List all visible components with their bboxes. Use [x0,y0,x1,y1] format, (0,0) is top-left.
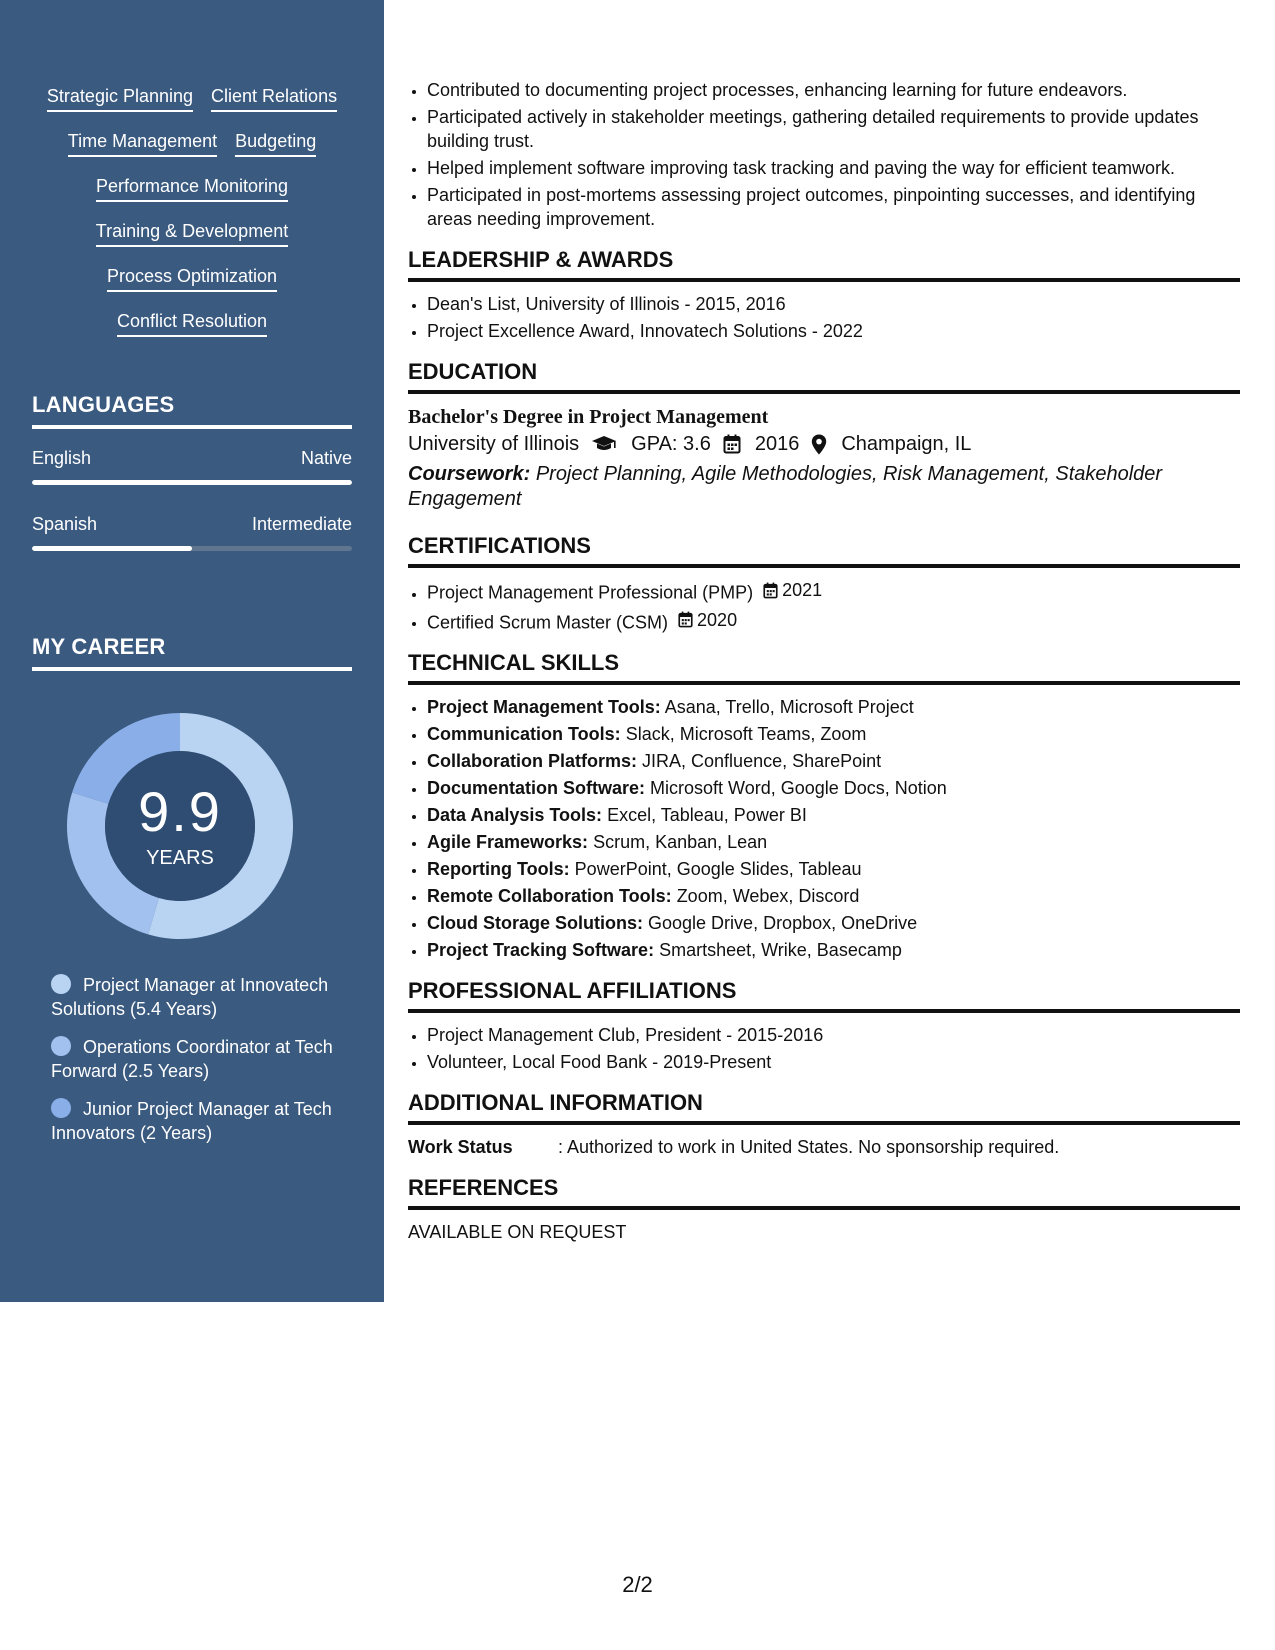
technical-skill-value: Asana, Trello, Microsoft Project [664,697,914,717]
calendar-icon [763,582,778,599]
location-pin-icon [811,434,827,455]
technical-skill-label: Project Tracking Software: [427,940,655,960]
language-proficiency-bar [32,546,352,551]
technical-skill-item [427,695,1240,719]
technical-skill-value: Google Drive, Dropbox, OneDrive [648,913,918,933]
education-heading: EDUCATION [408,358,1240,394]
language-item [32,512,352,551]
language-proficiency-fill [32,480,352,485]
coursework-label: Coursework: [408,463,531,485]
technical-skill-label: Agile Frameworks: [427,832,589,852]
career-legend-item [51,1097,361,1145]
affiliations-heading: PROFESSIONAL AFFILIATIONS [408,977,1240,1013]
technical-skill-value: PowerPoint, Google Slides, Tableau [574,859,862,879]
skill-tag[interactable]: Time Management [68,129,217,157]
legend-dot-icon [51,1036,71,1056]
technical-skill-item [427,938,1240,962]
language-level: Intermediate [251,514,352,534]
career-heading: MY CAREER [32,634,352,671]
language-row [32,446,352,470]
awards-list [408,292,1240,343]
language-proficiency-fill [32,546,192,551]
technical-skill-label: Documentation Software: [427,778,646,798]
references-text: AVAILABLE ON REQUEST [408,1222,627,1242]
work-status-row [408,1135,1240,1159]
work-status-label: Work Status [408,1137,513,1157]
technical-skill-value: Zoom, Webex, Discord [676,886,860,906]
certification-item [427,578,1240,605]
skills-list [32,84,352,354]
skill-row [32,264,352,309]
technical-skill-value: Excel, Tableau, Power BI [607,805,807,825]
career-legend-text: Project Manager at Innovatech Solutions (5.4 Years) [51,975,329,1019]
technical-skill-value: JIRA, Confluence, SharePoint [642,751,882,771]
experience-bullets [408,78,1240,231]
skill-row [32,129,352,174]
education-meta [408,430,1240,458]
affiliations-list [408,1023,1240,1074]
technical-skill-value: Microsoft Word, Google Docs, Notion [650,778,947,798]
graduation-cap-icon [591,435,617,453]
language-proficiency-bar [32,480,352,485]
education-degree: Bachelor's Degree in Project Management [408,406,769,428]
technical-skill-label: Communication Tools: [427,724,621,744]
language-name: English [32,448,92,468]
certification-item [427,608,1240,635]
certification-year: 2020 [697,609,738,630]
technical-skill-item [427,884,1240,908]
technical-skills-heading: TECHNICAL SKILLS [408,649,1240,685]
list-item: • Participated in post-mortems assessing project outcomes, pinpointing successes, and identifying areas needing improvement. [427,183,1240,231]
technical-skill-value: Scrum, Kanban, Lean [593,832,768,852]
list-item: • Volunteer, Local Food Bank - 2019-Present [427,1050,1240,1074]
technical-skill-label: Reporting Tools: [427,859,570,879]
education-gpa: GPA: 3.6 [631,433,711,455]
language-item [32,446,352,485]
technical-skill-value: Slack, Microsoft Teams, Zoom [625,724,867,744]
career-legend-item [51,1035,361,1083]
technical-skill-label: Remote Collaboration Tools: [427,886,672,906]
career-legend-text: Operations Coordinator at Tech Forward (2.5 Years) [51,1037,333,1081]
list-item: • Project Management Club, President - 2015-2016 [427,1023,1240,1047]
skill-row [32,309,352,354]
education-year: 2016 [754,433,800,455]
certification-date [678,608,737,632]
skill-tag[interactable]: Strategic Planning [47,84,193,112]
skill-tag[interactable]: Conflict Resolution [117,309,267,337]
references-heading: REFERENCES [408,1174,1240,1210]
education-coursework [408,462,1240,512]
certification-name: Certified Scrum Master (CSM) [427,612,669,632]
certification-name: Project Management Professional (PMP) [427,582,754,603]
career-legend [51,973,361,1159]
list-item: • Dean's List, University of Illinois - 2015, 2016 [427,292,1240,316]
technical-skill-label: Data Analysis Tools: [427,805,603,825]
legend-dot-icon [51,1098,71,1118]
technical-skill-label: Cloud Storage Solutions: [427,913,643,933]
list-item: • Project Excellence Award, Innovatech Solutions - 2022 [427,319,1240,343]
technical-skill-item [427,776,1240,800]
technical-skill-item [427,911,1240,935]
career-legend-text: Junior Project Manager at Tech Innovators (2 Years) [51,1099,332,1143]
calendar-icon [723,434,741,454]
technical-skill-item [427,857,1240,881]
skill-row [32,174,352,219]
skill-tag[interactable]: Process Optimization [107,264,277,292]
main-content [408,78,1240,1244]
skill-tag[interactable]: Budgeting [235,129,316,157]
technical-skill-item [427,722,1240,746]
technical-skill-item [427,803,1240,827]
skill-tag[interactable]: Client Relations [211,84,337,112]
skill-tag[interactable]: Training & Development [96,219,288,247]
skill-row [32,219,352,264]
list-item: • Participated actively in stakeholder meetings, gathering detailed requirements to provide updates building trust. [427,105,1240,153]
technical-skill-label: Project Management Tools: [427,697,661,717]
language-row [32,512,352,536]
technical-skill-value: Smartsheet, Wrike, Basecamp [659,940,902,960]
calendar-icon [678,611,693,628]
education-school: University of Illinois [408,433,580,455]
coursework-value: Project Planning, Agile Methodologies, Risk Management, Stakeholder Engagement [408,463,1163,510]
language-level: Native [300,448,352,468]
legend-dot-icon [51,974,71,994]
education-location: Champaign, IL [841,433,972,455]
awards-heading: LEADERSHIP & AWARDS [408,246,1240,282]
technical-skills-list [408,695,1240,962]
technical-skill-item [427,830,1240,854]
certifications-list [408,578,1240,634]
career-legend-item [51,973,361,1021]
certifications-heading: CERTIFICATIONS [408,532,1240,568]
career-donut-chart [66,712,294,940]
list-item: • Contributed to documenting project processes, enhancing learning for future endeavors. [427,78,1240,102]
work-status-value: : Authorized to work in United States. No sponsorship required. [558,1137,1060,1157]
languages-heading: LANGUAGES [32,392,352,429]
career-years-label: YEARS [146,847,214,869]
skill-row [32,84,352,129]
career-total-years: 9.9 [138,780,222,843]
technical-skill-label: Collaboration Platforms: [427,751,638,771]
list-item: • Helped implement software improving task tracking and paving the way for efficient teamwork. [427,156,1240,180]
certification-year: 2021 [782,580,823,600]
skill-tag[interactable]: Performance Monitoring [96,174,288,202]
language-name: Spanish [32,514,98,534]
additional-info-heading: ADDITIONAL INFORMATION [408,1089,1240,1125]
technical-skill-item [427,749,1240,773]
sidebar [0,0,384,1302]
page-number: 2/2 [622,1572,653,1597]
certification-date [763,578,822,602]
